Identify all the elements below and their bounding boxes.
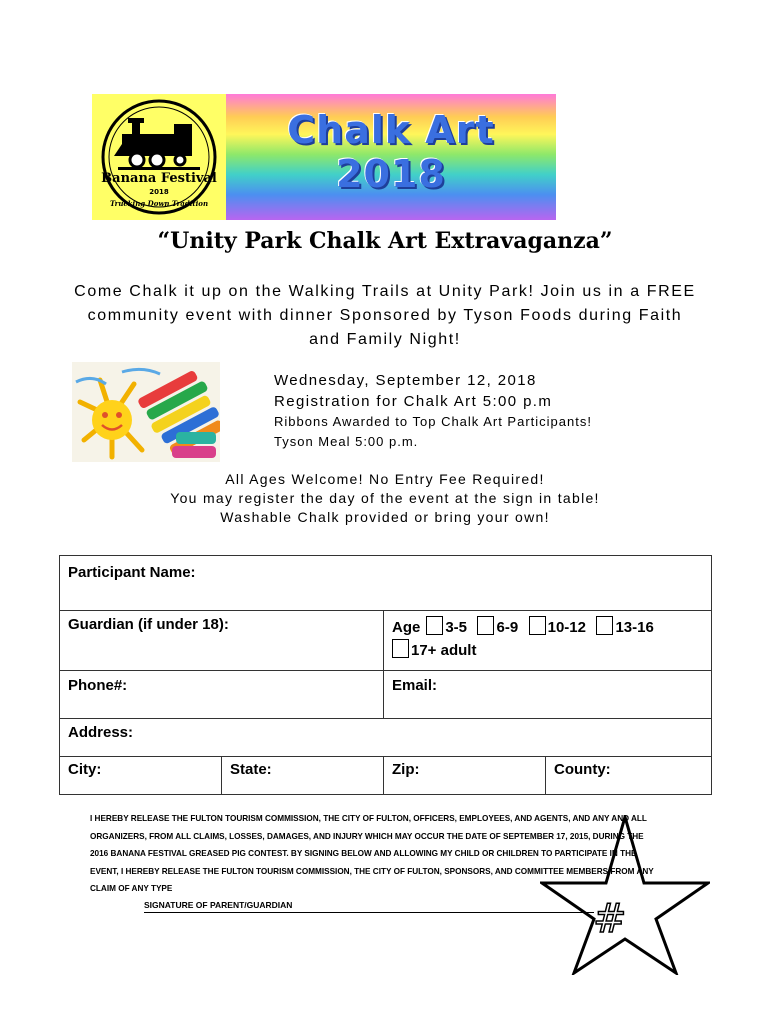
note-register: You may register the day of the event at the sign in table! — [170, 490, 600, 506]
banana-festival-logo — [92, 94, 226, 220]
signature-line[interactable] — [144, 912, 594, 913]
age-option-6-9: 6-9 — [496, 619, 519, 636]
guardian-label: Guardian (if under 18): — [68, 616, 229, 633]
age-checkbox-13-16[interactable] — [596, 616, 613, 635]
address-field[interactable] — [60, 718, 711, 757]
meal-time: Tyson Meal 5:00 p.m. — [274, 434, 419, 449]
age-option-3-5: 3-5 — [445, 619, 468, 636]
county-field[interactable] — [545, 756, 711, 794]
note-all-ages: All Ages Welcome! No Entry Fee Required! — [225, 471, 545, 487]
state-field[interactable] — [221, 756, 384, 794]
train-icon — [92, 94, 226, 220]
chalk-sun-picture — [72, 362, 220, 462]
phone-field[interactable] — [60, 670, 383, 718]
release-line: CLAIM OF ANY TYPE — [90, 884, 173, 893]
svg-text:2018: 2018 — [149, 188, 169, 196]
svg-text:Trucking Down Tradition: Trucking Down Tradition — [109, 199, 209, 208]
banner-title: Chalk Art 2018 — [287, 108, 495, 196]
age-field — [383, 610, 711, 670]
signature-label: SIGNATURE OF PARENT/GUARDIAN — [144, 900, 293, 910]
registration-time: Registration for Chalk Art 5:00 p.m — [274, 393, 553, 410]
location-row — [60, 756, 711, 794]
release-statement — [90, 810, 690, 898]
contact-row — [60, 670, 711, 719]
guardian-row — [60, 610, 711, 671]
chalk-art-banner — [226, 94, 556, 220]
release-line: I HEREBY RELEASE THE FULTON TOURISM COMMISSION, THE CITY OF FULTON, OFFICERS, EMPLOYEES, AND AGENTS, AND ANY AND ALL — [90, 814, 647, 823]
intro-line-3: and Family Night! — [309, 331, 461, 348]
email-label: Email: — [392, 677, 438, 694]
state-label: State: — [230, 761, 272, 778]
event-date: Wednesday, September 12, 2018 — [274, 372, 537, 389]
age-label: Age — [392, 619, 421, 636]
event-title: “Unity Park Chalk Art Extravaganza” — [157, 228, 613, 254]
participant-name-label: Participant Name: — [68, 564, 196, 581]
age-option-10-12: 10-12 — [547, 619, 586, 636]
age-checkbox-6-9[interactable] — [477, 616, 494, 635]
address-label: Address: — [68, 724, 134, 741]
zip-field[interactable] — [383, 756, 546, 794]
release-line: 2016 BANANA FESTIVAL GREASED PIG CONTEST. BY SIGNING BELOW AND ALLOWING MY CHILD OR CHILDREN TO PARTICIPATE IN THE — [90, 849, 637, 858]
age-option-17-adult: 17+ adult — [411, 642, 477, 659]
age-option-13-16: 13-16 — [615, 619, 654, 636]
age-checkbox-3-5[interactable] — [426, 616, 443, 635]
city-label: City: — [68, 761, 102, 778]
age-checkbox-17-adult[interactable] — [392, 639, 409, 658]
registration-form — [59, 555, 712, 795]
email-field[interactable] — [383, 670, 711, 718]
release-line: ORGANIZERS, FROM ALL CLAIMS, LOSSES, DAMAGES, AND INJURY WHICH MAY OCCUR THE DATE OF SEPTEMBER 17, 2015, DURING THE — [90, 831, 644, 841]
ribbons-note: Ribbons Awarded to Top Chalk Art Participants! — [274, 414, 592, 429]
age-checkbox-10-12[interactable] — [529, 616, 546, 635]
release-line: EVENT, I HEREBY RELEASE THE FULTON TOURISM COMMISSION, THE CITY OF FULTON, SPONSORS, AND COMMITTEE MEMBERS FROM ANY — [90, 866, 654, 876]
county-label: County: — [554, 761, 611, 778]
zip-label: Zip: — [392, 761, 420, 778]
intro-line-2: community event with dinner Sponsored by Tyson Foods during Faith — [87, 307, 683, 324]
intro-line-1: Come Chalk it up on the Walking Trails at Unity Park! Join us in a FREE — [74, 283, 696, 300]
city-field[interactable] — [60, 756, 221, 794]
participant-row[interactable] — [60, 556, 711, 611]
svg-text:Banana Festival: Banana Festival — [101, 171, 217, 186]
note-chalk: Washable Chalk provided or bring your own! — [220, 509, 550, 525]
star-symbol: # — [593, 896, 627, 942]
guardian-field[interactable] — [60, 610, 383, 670]
phone-label: Phone#: — [68, 677, 128, 694]
